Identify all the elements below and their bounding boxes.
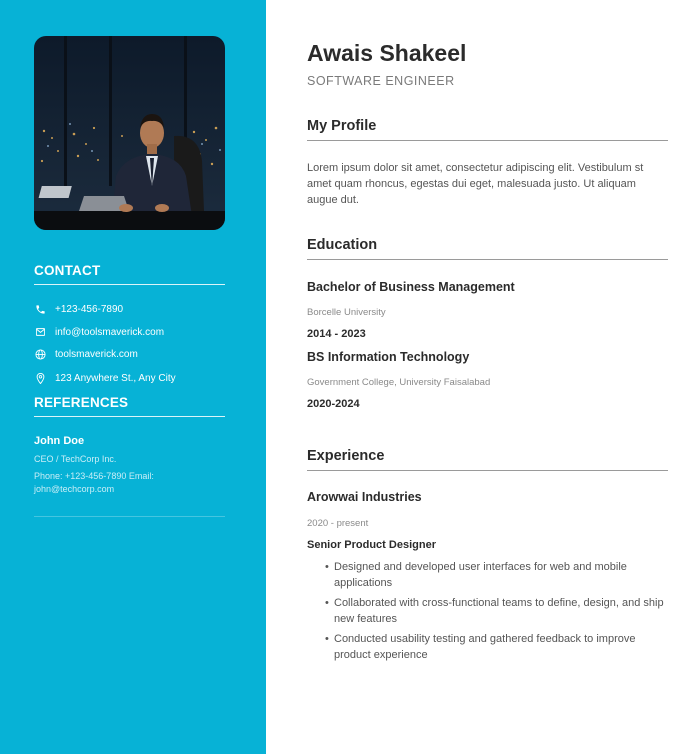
education-degree: BS Information Technology (307, 350, 470, 364)
reference-details: Phone: +123-456-7890 Email: john@techcorp.com (34, 471, 154, 494)
experience-bullets (325, 559, 668, 667)
contact-email-text: info@toolsmaverick.com (55, 326, 165, 338)
globe-icon (34, 348, 46, 360)
education-degree: Bachelor of Business Management (307, 280, 515, 294)
contact-phone-text: +123-456-7890 (55, 303, 124, 315)
experience-company: Arowwai Industries (307, 490, 422, 504)
contact-website[interactable] (34, 348, 138, 360)
profile-photo (34, 36, 225, 230)
education-institution: Government College, University Faisalabad (307, 377, 491, 388)
phone-icon (34, 303, 46, 315)
profile-text: Lorem ipsum dolor sit amet, consectetur adipiscing elit. Vestibulum st amet quam rhoncus, egestas dui eget, malesuada justo. Ut aliquam augue dut. (307, 162, 644, 206)
experience-period: 2020 - present (307, 518, 369, 529)
profile-heading: My Profile (307, 118, 668, 141)
contact-email[interactable] (34, 326, 164, 338)
education-heading: Education (307, 237, 668, 260)
experience-position: Senior Product Designer (307, 539, 436, 551)
contact-heading: CONTACT (34, 263, 225, 285)
list-item: • Designed and developed user interfaces for web and mobile applications (325, 559, 668, 591)
references-heading: REFERENCES (34, 395, 225, 417)
reference-name: John Doe (34, 435, 85, 447)
contact-address (34, 372, 176, 384)
experience-heading: Experience (307, 448, 668, 471)
education-institution: Borcelle University (307, 307, 386, 318)
education-years: 2020-2024 (307, 398, 360, 410)
email-icon (34, 326, 46, 338)
candidate-name: Awais Shakeel (307, 40, 467, 66)
list-item: • Collaborated with cross-functional teams to define, design, and ship new features (325, 595, 668, 627)
contact-address-text: 123 Anywhere St., Any City (55, 372, 176, 384)
contact-phone[interactable] (34, 303, 123, 315)
location-icon (34, 372, 46, 384)
reference-divider (34, 516, 225, 517)
list-item: • Conducted usability testing and gathered feedback to improve product experience (325, 631, 668, 663)
sidebar (0, 0, 266, 754)
contact-website-text: toolsmaverick.com (55, 348, 138, 360)
education-years: 2014 - 2023 (307, 328, 366, 340)
candidate-title: SOFTWARE ENGINEER (307, 74, 455, 88)
reference-position: CEO / TechCorp Inc. (34, 454, 117, 464)
